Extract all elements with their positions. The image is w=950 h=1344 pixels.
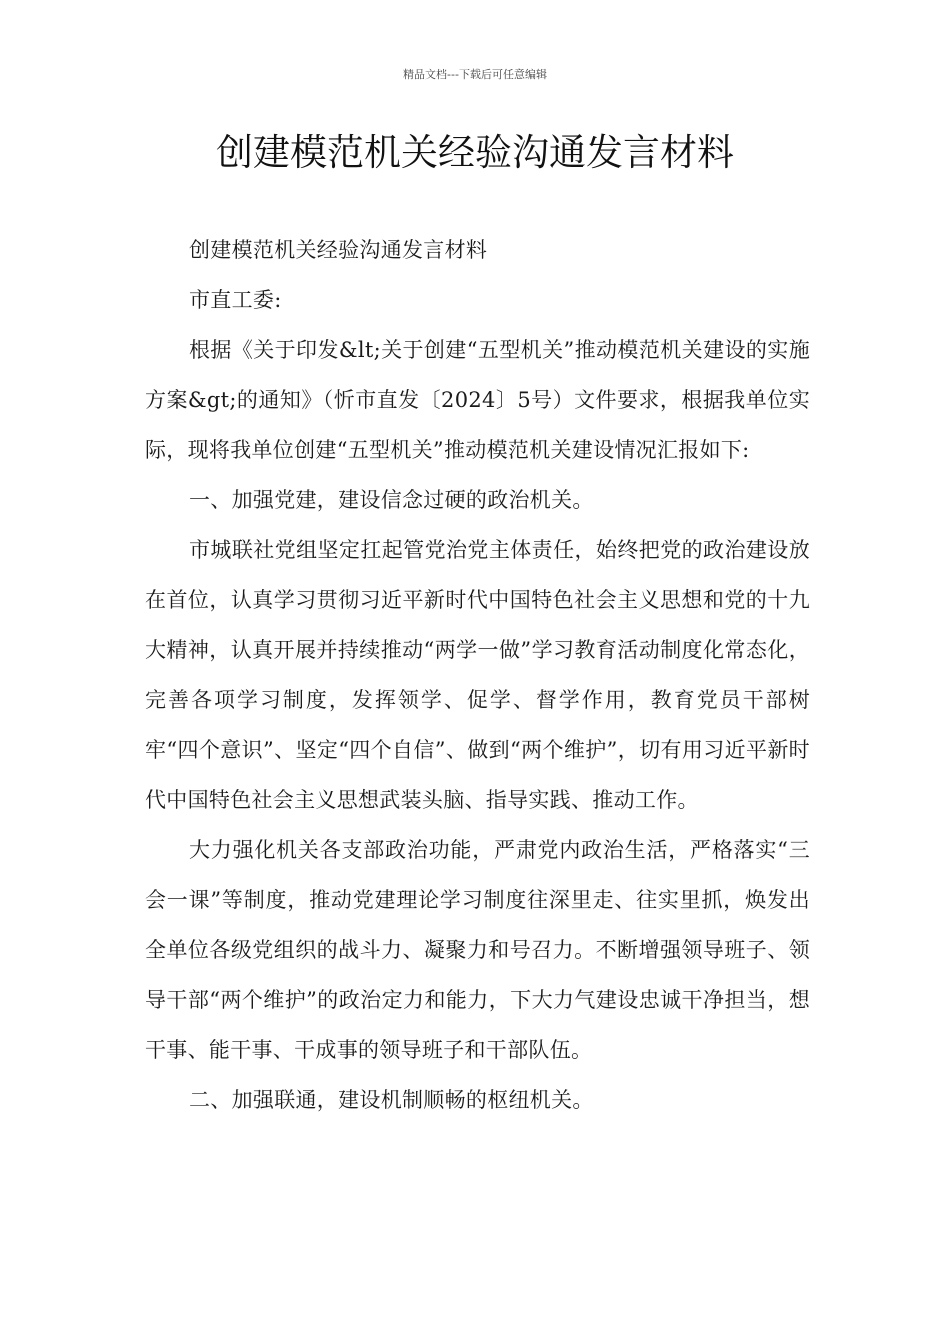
paragraph-body: 市城联社党组坚定扛起管党治党主体责任，始终把党的政治建设放在首位，认真学习贯彻习近平新时代中国特色社会主义思想和党的十九大精神，认真开展并持续推动“两学一做”学习教育活动制度化常态化，完善各项学习制度，发挥领学、促学、督学作用，教育党员干部树牢“四个意识”、坚定“四个自信”、做到“两个维护”，切有用习近平新时代中国特色社会主义思想武装头脑、指导实践、推动工作。	[145, 538, 810, 812]
document-title: 创建模范机关经验沟通发言材料	[216, 131, 734, 174]
header-note: 精品文档---下载后可任意编辑	[403, 68, 547, 81]
section-heading-1: 一、加强党建，建设信念过硬的政治机关。	[189, 488, 594, 512]
paragraph-intro: 根据《关于印发&lt;关于创建“五型机关”推动模范机关建设的实施方案&gt;的通知》（忻市直发〔2024〕5号）文件要求，根据我单位实际，现将我单位创建“五型机关”推动模范机关建设情况汇报如下:	[145, 338, 810, 462]
paragraph-body: 大力强化机关各支部政治功能，严肃党内政治生活，严格落实“三会一课”等制度，推动党建理论学习制度往深里走、往实里抓，焕发出全单位各级党组织的战斗力、凝聚力和号召力。不断增强领导班子、领导干部“两个维护”的政治定力和能力，下大力气建设忠诚干净担当，想干事、能干事、干成事的领导班子和干部队伍。	[145, 838, 810, 1062]
paragraph-subtitle: 创建模范机关经验沟通发言材料	[189, 238, 488, 262]
document-body	[145, 225, 810, 1125]
section-heading-2: 二、加强联通，建设机制顺畅的枢纽机关。	[189, 1088, 594, 1112]
paragraph-addressee: 市直工委:	[189, 288, 282, 312]
